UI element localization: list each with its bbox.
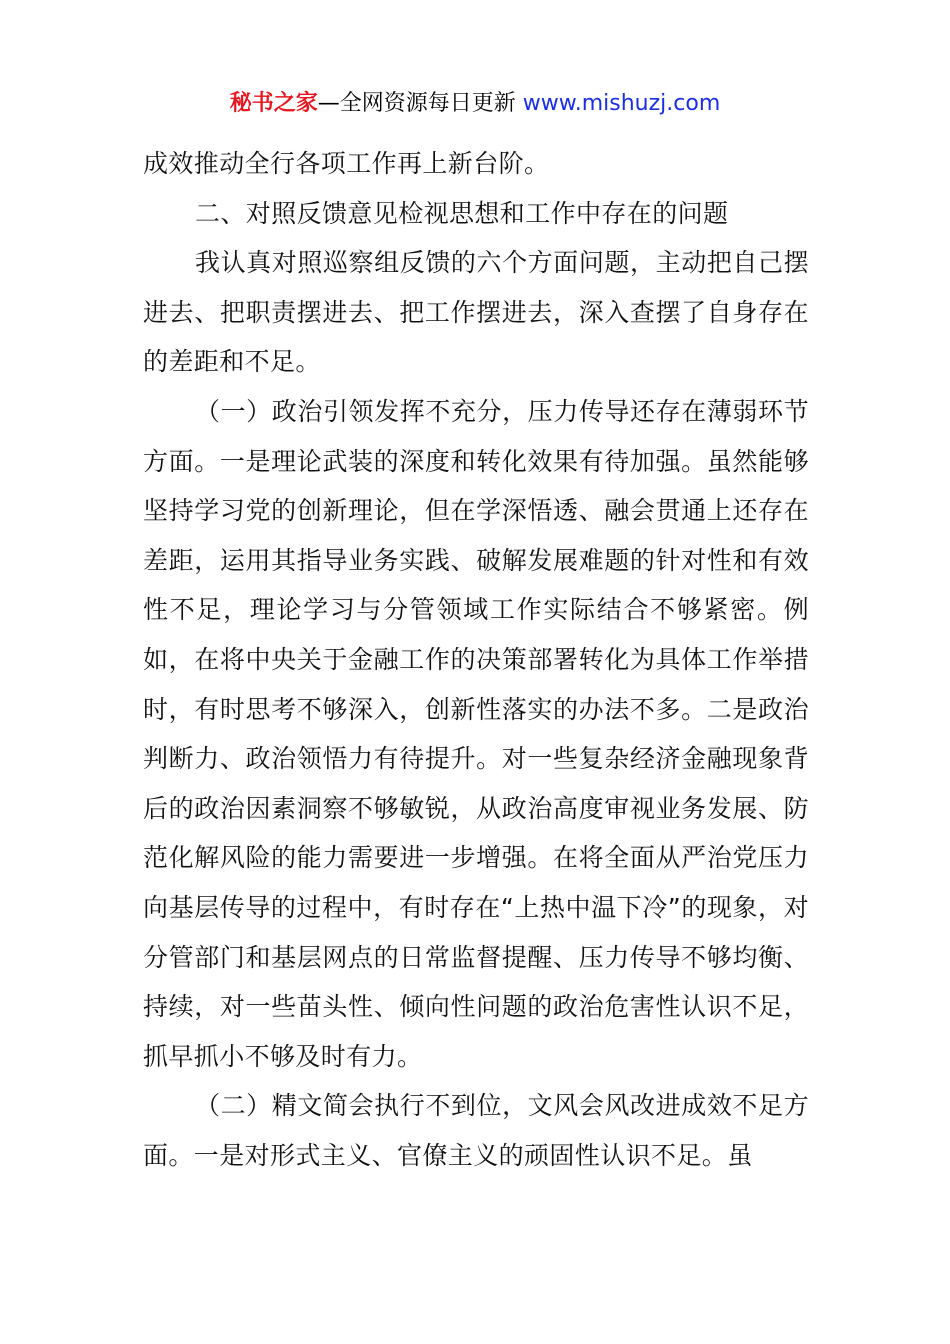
paragraph-item-two: （二）精文简会执行不到位，文风会风改进成效不足方面。一是对形式主义、官僚主义的顽固性认识不足。虽 <box>143 1091 809 1170</box>
document-body <box>143 139 809 1180</box>
site-header <box>0 88 950 120</box>
paragraph-continuation: 成效推动全行各项工作再上新台阶。 <box>143 149 550 178</box>
paragraph-intro: 我认真对照巡察组反馈的六个方面问题，主动把自己摆进去、把职责摆进去、把工作摆进去，深入查摆了自身存在的差距和不足。 <box>143 248 809 377</box>
site-url-link[interactable]: www.mishuzj.com <box>522 91 721 116</box>
site-brand: 秘书之家 <box>229 91 318 116</box>
section-heading: 二、对照反馈意见检视思想和工作中存在的问题 <box>195 198 729 228</box>
paragraph-item-one: （一）政治引领发挥不充分，压力传导还存在薄弱环节方面。一是理论武装的深度和转化效果有待加强。虽然能够坚持学习党的创新理论，但在学深悟透、融会贯通上还存在差距，运用其指导业务实践、破解发展难题的针对性和有效性不足，理论学习与分管领域工作实际结合不够紧密。例如，在将中央关于金融工作的决策部署转化为具体工作举措时，有时思考不够深入，创新性落实的办法不多。二是政治判断力、政治领悟力有待提升。对一些复杂经济金融现象背后的政治因素洞察不够敏锐，从政治高度审视业务发展、防范化解风险的能力需要进一步增强。在将全面从严治党压力向基层传导的过程中，有时存在“上热中温下冷”的现象，对分管部门和基层网点的日常监督提醒、压力传导不够均衡、持续，对一些苗头性、倾向性问题的政治危害性认识不足，抓早抓小不够及时有力。 <box>143 396 809 1071</box>
site-slogan: —全网资源每日更新 <box>317 91 516 116</box>
